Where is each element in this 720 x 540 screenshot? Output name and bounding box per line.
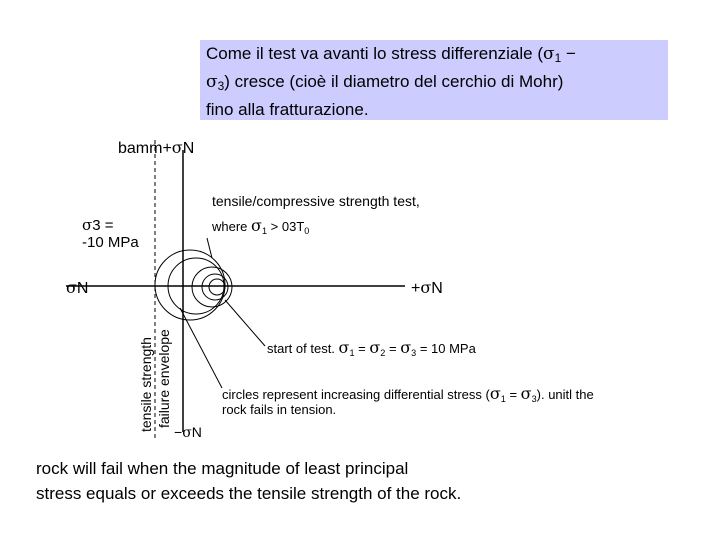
plus-sign: + <box>162 140 172 157</box>
sigma-symbol: σ <box>251 216 262 235</box>
equals: = <box>358 341 366 356</box>
circles-caption-line2: rock fails in tension. <box>222 402 337 417</box>
sigma-symbol: σ <box>369 338 381 357</box>
note-text-2: ) cresce (cioè il diametro del cerchio di Mohr) <box>224 72 564 91</box>
tensile-test-condition <box>212 216 309 236</box>
equals-value: = 10 MPa <box>419 341 476 356</box>
subscript-3: 3 <box>411 348 417 358</box>
equals: = <box>509 387 518 402</box>
sigma-symbol: σ <box>338 338 350 357</box>
sigma-symbol: σ <box>420 278 432 297</box>
sigma-symbol: σ <box>400 338 412 357</box>
subscript-1: 1 <box>554 51 562 65</box>
circles-caption-line1 <box>222 384 594 404</box>
circles-text-b: ). unitl the <box>536 387 594 402</box>
sigma3-value: -10 MPa <box>82 234 139 251</box>
subscript-2: 2 <box>380 348 386 358</box>
sigma-symbol: σ <box>520 384 532 403</box>
subscript-3: 3 <box>531 394 537 404</box>
bottom-caption-line1: rock will fail when the magnitude of least principal <box>36 459 409 478</box>
subscript-0: 0 <box>304 226 310 236</box>
sigma-symbol: σ <box>66 278 77 297</box>
subscript-1: 1 <box>500 394 506 404</box>
axis-n: N <box>191 424 202 440</box>
sigma-symbol: σ <box>489 384 501 403</box>
minus-sign: − <box>561 44 576 63</box>
sigma-symbol: σ <box>182 425 192 441</box>
axis-top-prefix: bamm <box>118 140 163 157</box>
bottom-caption-line2: stress equals or exceeds the tensile strength of the rock. <box>36 484 462 503</box>
sigma-symbol: σ <box>206 72 218 92</box>
where-text: where <box>212 219 248 234</box>
leader-line-circles <box>180 308 222 388</box>
subscript-3: 3 <box>217 79 225 93</box>
subscript-1: 1 <box>349 348 355 358</box>
vertical-label-failure-envelope: failure envelope <box>156 329 172 428</box>
sigma-symbol: σ <box>82 216 93 234</box>
mohr-circle-large <box>155 250 225 320</box>
circles-text-a: circles represent increasing differential stress ( <box>222 387 490 402</box>
axis-top-label <box>118 138 194 158</box>
bottom-caption <box>36 456 461 506</box>
gt-text: > 03T <box>270 219 305 234</box>
start-of-test-label <box>267 338 476 358</box>
subscript-1: 1 <box>261 226 268 236</box>
minus-sign: − <box>174 424 183 440</box>
axis-right-label <box>411 278 443 298</box>
leader-line-start <box>225 300 265 346</box>
vertical-label-tensile-strength: tensile strength <box>138 337 154 432</box>
start-prefix: start of test. <box>267 341 335 356</box>
equals: = <box>388 341 397 356</box>
axis-left-label <box>66 278 88 298</box>
sigma-symbol: σ <box>543 44 555 64</box>
tensile-test-title: tensile/compressive strength test, <box>212 193 420 209</box>
axis-n: N <box>76 280 89 297</box>
sigma3-label <box>82 216 114 234</box>
plus-sign: + <box>411 280 421 297</box>
note-text-1: Come il test va avanti lo stress differenziale ( <box>206 44 543 63</box>
note-text-3: fino alla fratturazione. <box>206 100 369 119</box>
axis-n: N <box>431 280 443 297</box>
axis-bottom-label <box>174 424 202 441</box>
sigma3-eq: 3 = <box>92 217 114 234</box>
axis-n: N <box>182 140 195 157</box>
mohr-circle-smallest <box>209 279 225 295</box>
sigma-symbol: σ <box>171 138 183 157</box>
